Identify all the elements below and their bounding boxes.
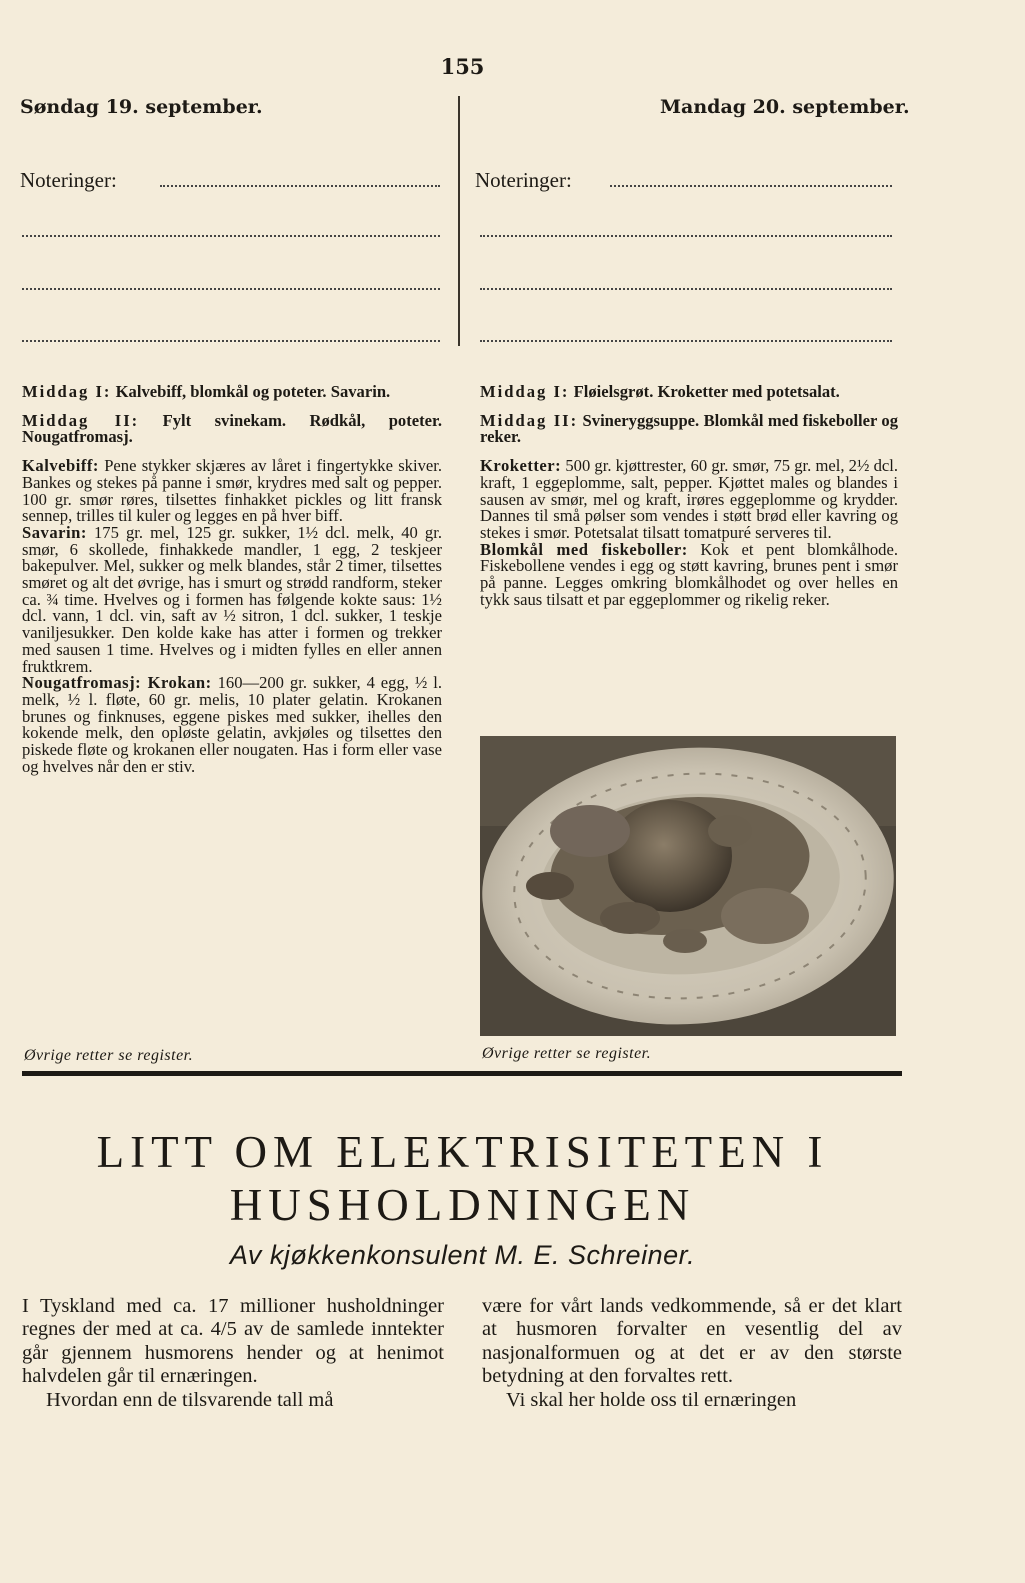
article-paragraph: I Tyskland med ca. 17 millioner husholdninger regnes der med at ca. 4/5 av de samlede inntekter går gjennem husmorens hender og at henimot halvdelen går til ernæringen.: [22, 1295, 444, 1388]
article-title-line2: HUSHOLDNINGEN: [229, 1180, 696, 1230]
article-left-column: [22, 1295, 444, 1412]
column-divider: [458, 96, 460, 346]
right-notes-line: [480, 340, 892, 342]
page-number: 155: [440, 54, 485, 79]
right-notes-label: Noteringer:: [475, 168, 572, 192]
recipe-savarin: Savarin: 175 gr. mel, 125 gr. sukker, 1½ dcl. melk, 40 gr. smør, 6 skollede, finhakkede mandler, 1 egg, 2 teskjeer bakepulver. Mel, sukker og melk blandes, står 2 timer, tilsettes smøret og alt det øvrige, has i smurt og strødd randform, steker ca. ¾ time. Hvelves og i formen has følgende kokte saus: 1½ dcl. vann, 1 dcl. vin, saft av ½ sitron, 1 dcl. sukker, 1 teskje vaniljesukker. Den kolde kake has atter i formen og trekker med sausen 1 time. Hvelves og i midten fylles en eller annen fruktkrem.: [22, 522, 442, 676]
food-photo: [480, 736, 896, 1036]
right-notes-line: [480, 235, 892, 237]
section-rule: [22, 1071, 902, 1076]
article-paragraph: Vi skal her holde oss til ernæringen: [506, 1388, 797, 1411]
article-paragraph: være for vårt lands vedkommende, så er det klart at husmoren forvalter en vesentlig del av nasjonalformuen og at det er av den største betydning at den forvaltes rett.: [482, 1295, 902, 1388]
left-day-date: Søndag 19. september.: [20, 96, 263, 118]
menu-1: Middag I: Kalvebiff, blomkål og poteter. Savarin.: [22, 382, 391, 401]
recipe-blomkal: Blomkål med fiskeboller: Kok et pent blomkålhode. Fiskebollene vendes i egg og støtt kavring, brunes pent i smør på panne. Legges omkring blomkålhodet og over helles en tykk saus tilsatt et par eggeplommer og rikelig reker.: [480, 539, 898, 609]
right-notes-line: [480, 288, 892, 290]
menu-2: Middag II: Svineryggsuppe. Blomkål med fiskeboller og reker.: [480, 410, 899, 447]
right-recipes: [480, 384, 898, 608]
article-paragraph: Hvordan enn de tilsvarende tall må: [46, 1388, 334, 1411]
article-byline: Av kjøkkenkonsulent M. E. Schreiner.: [229, 1240, 696, 1270]
menu-1: Middag I: Fløielsgrøt. Kroketter med potetsalat.: [480, 382, 840, 401]
left-more-note: Øvrige retter se register.: [24, 1047, 194, 1064]
right-more-note: Øvrige retter se register.: [482, 1045, 652, 1062]
left-notes-label: Noteringer:: [20, 168, 117, 192]
right-day-date: Mandag 20. september.: [660, 96, 910, 118]
recipe-nougatfromasj: Nougatfromasj: Krokan: 160—200 gr. sukker, 4 egg, ½ l. melk, ½ l. fløte, 60 gr. melis, 10 plater gelatin. Krokanen brunes og finknuses, eggene piskes med sukker, ihelles den kokende melk, den opløste gelatin, avkjøles og tilsettes den piskede fløte og krokanen eller nougaten. Has i form eller vase og hvelves når den er stiv.: [22, 673, 443, 776]
left-notes-line: [22, 235, 440, 237]
left-recipes: [22, 384, 442, 775]
recipe-kalvebiff: Kalvebiff: Pene stykker skjæres av låret i fingertykke skiver. Bankes og stekes på panne i smør, krydres med salt og pepper. 100 gr. smør røres, tilsettes finhakket pickles og litt fransk sennep, trilles til kuler og legges en på hver biff.: [22, 456, 442, 526]
left-notes-line: [22, 340, 440, 342]
left-notes-line: [22, 288, 440, 290]
article-title-line1: LITT OM ELEKTRISITETEN I: [96, 1127, 829, 1177]
menu-2: Middag II: Fylt svinekam. Rødkål, poteter. Nougatfromasj.: [22, 410, 442, 447]
right-notes-line: [610, 185, 892, 187]
left-notes-line: [160, 185, 440, 187]
article-right-column: [482, 1295, 902, 1412]
recipe-kroketter: Kroketter: 500 gr. kjøttrester, 60 gr. smør, 75 gr. mel, 2½ dcl. kraft, 1 eggeplomme, salt, pepper. Kjøttet males og blandes i sausen av smør, mel og kraft, irøres eggeplomme og krydder. Dannes til små pølser som vendes i støtt brød eller kavring og stekes i smør. Potetsalat tilsatt tomatpuré serveres til.: [480, 456, 898, 542]
